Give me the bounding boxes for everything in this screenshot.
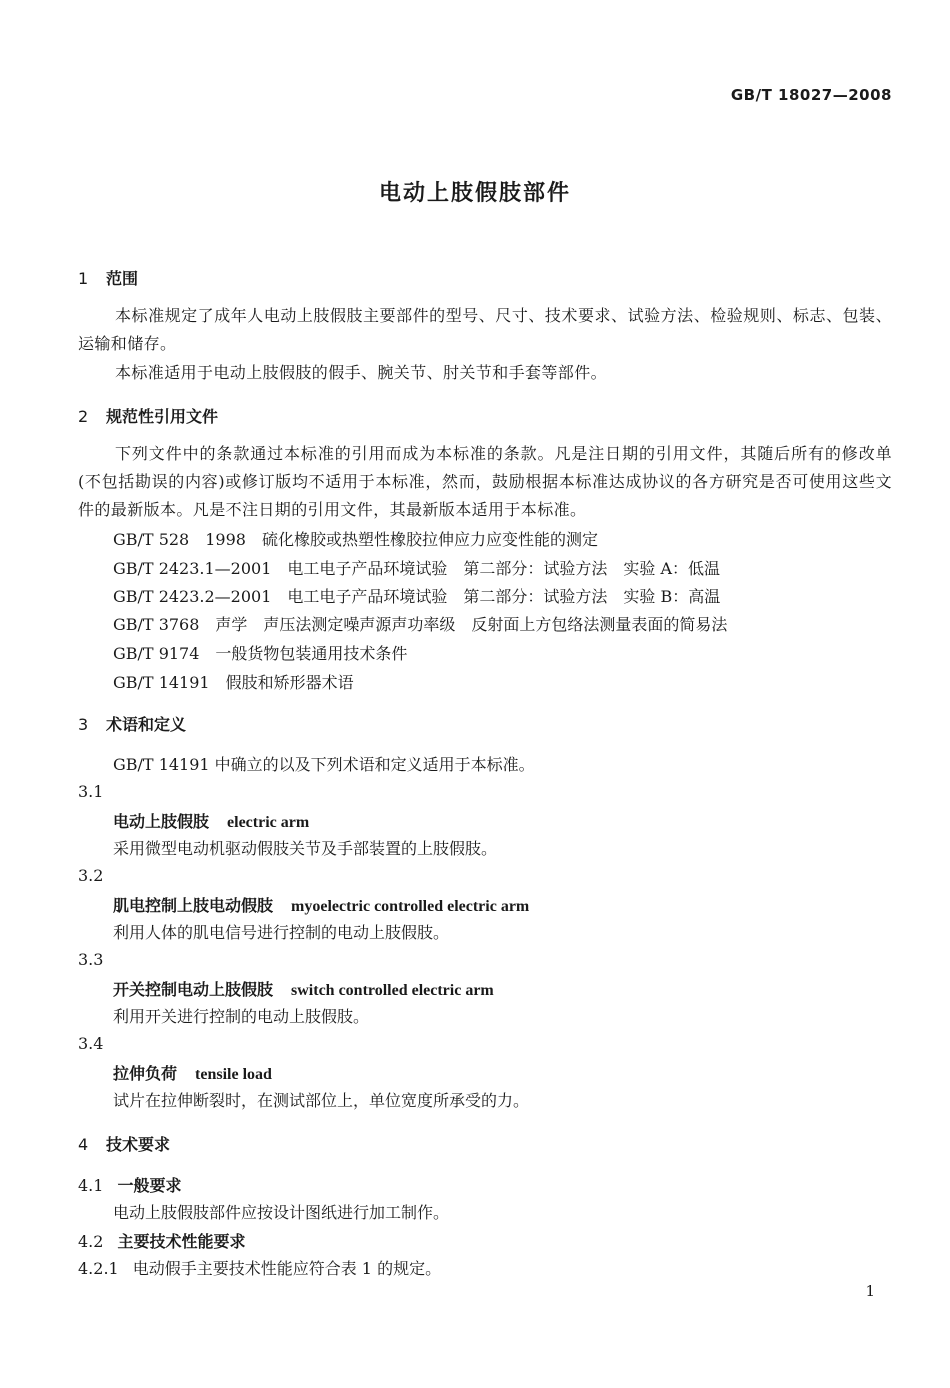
subsection-4-2-1	[78, 1256, 441, 1279]
section-2-heading	[78, 404, 218, 427]
section-title: 术语和定义	[106, 715, 187, 734]
term-number: 3.1	[78, 782, 104, 801]
section-number: 3	[78, 715, 89, 734]
term-zh: 肌电控制上肢电动假肢	[113, 896, 274, 915]
term-definition: 采用微型电动机驱动假肢关节及手部装置的上肢假肢。	[113, 839, 498, 858]
term-zh: 电动上肢假肢	[113, 812, 210, 831]
reference-code: GB/T 3768	[113, 615, 200, 634]
term-number: 3.3	[78, 950, 104, 969]
subsection-title: 一般要求	[117, 1176, 182, 1195]
subsection-4-1-text: 电动上肢假肢部件应按设计图纸进行加工制作。	[113, 1203, 450, 1222]
term-en: electric arm	[227, 814, 310, 831]
term-number: 3.4	[78, 1034, 104, 1053]
reference-item	[113, 584, 720, 607]
term-title	[113, 893, 529, 916]
section-title: 规范性引用文件	[106, 407, 219, 426]
subsection-text: 电动假手主要技术性能应符合表 1 的规定。	[132, 1259, 442, 1278]
section-title: 范围	[106, 269, 139, 288]
section-number: 1	[78, 269, 89, 288]
reference-item	[113, 612, 727, 635]
term-definition: 试片在拉伸断裂时，在测试部位上，单位宽度所承受的力。	[113, 1091, 530, 1110]
section-number: 4	[78, 1135, 89, 1154]
reference-item	[113, 556, 720, 579]
reference-item	[113, 641, 407, 664]
reference-code: GB/T 2423.2—2001	[113, 587, 272, 606]
term-title	[113, 809, 309, 832]
term-definition: 利用人体的肌电信号进行控制的电动上肢假肢。	[113, 923, 450, 942]
reference-name: 假肢和矫形器术语	[225, 673, 354, 692]
section-1-heading	[78, 266, 138, 289]
reference-name: 一般货物包装通用技术条件	[215, 644, 408, 663]
section-title: 技术要求	[106, 1135, 171, 1154]
term-en: myoelectric controlled electric arm	[291, 898, 530, 915]
standard-number: GB/T 18027—2008	[730, 86, 892, 104]
reference-name: 硫化橡胶或热塑性橡胶拉伸应力应变性能的测定	[261, 530, 598, 549]
section-number: 2	[78, 407, 89, 426]
reference-name: 电工电子产品环境试验 第二部分：试验方法 实验 B：高温	[287, 587, 721, 606]
reference-name: 声学 声压法测定噪声源声功率级 反射面上方包络法测量表面的简易法	[215, 615, 728, 634]
section-4-heading	[78, 1132, 170, 1155]
section-3-intro: GB/T 14191 中确立的以及下列术语和定义适用于本标准。	[113, 755, 535, 774]
term-zh: 开关控制电动上肢假肢	[113, 980, 274, 999]
reference-code: GB/T 2423.1—2001	[113, 559, 272, 578]
reference-name: 电工电子产品环境试验 第二部分：试验方法 实验 A：低温	[287, 559, 721, 578]
reference-code: GB/T 14191	[113, 673, 210, 692]
reference-code: GB/T 528 1998	[113, 530, 246, 549]
term-zh: 拉伸负荷	[113, 1064, 178, 1083]
subsection-number: 4.2.1	[78, 1259, 119, 1278]
term-en: tensile load	[195, 1066, 272, 1083]
section-3-heading	[78, 712, 186, 735]
term-number: 3.2	[78, 866, 104, 885]
subsection-title: 主要技术性能要求	[117, 1232, 246, 1251]
subsection-number: 4.2	[78, 1232, 104, 1251]
reference-code: GB/T 9174	[113, 644, 200, 663]
section-1-paragraph-2: 本标准适用于电动上肢假肢的假手、腕关节、肘关节和手套等部件。	[115, 363, 608, 382]
term-definition: 利用开关进行控制的电动上肢假肢。	[113, 1007, 370, 1026]
section-2-paragraph: 下列文件中的条款通过本标准的引用而成为本标准的条款。凡是注日期的引用文件，其随后所有的修改单(不包括勘误的内容)或修订版均不适用于本标准，然而，鼓励根据本标准达成协议的各方研究是否可使用这些文件的最新版本。凡是不注日期的引用文件，其最新版本适用于本标准。	[78, 444, 892, 519]
subsection-4-2-heading	[78, 1229, 245, 1252]
document-title: 电动上肢假肢部件	[378, 181, 571, 206]
reference-item	[113, 527, 598, 550]
reference-item	[113, 670, 354, 693]
subsection-number: 4.1	[78, 1176, 104, 1195]
subsection-4-1-heading	[78, 1173, 181, 1196]
page-number: 1	[865, 1282, 875, 1300]
term-en: switch controlled electric arm	[291, 982, 494, 999]
section-1-paragraph-1: 本标准规定了成年人电动上肢假肢主要部件的型号、尺寸、技术要求、试验方法、检验规则、标志、包装、运输和储存。	[78, 306, 892, 353]
term-title	[113, 1061, 272, 1084]
term-title	[113, 977, 494, 1000]
